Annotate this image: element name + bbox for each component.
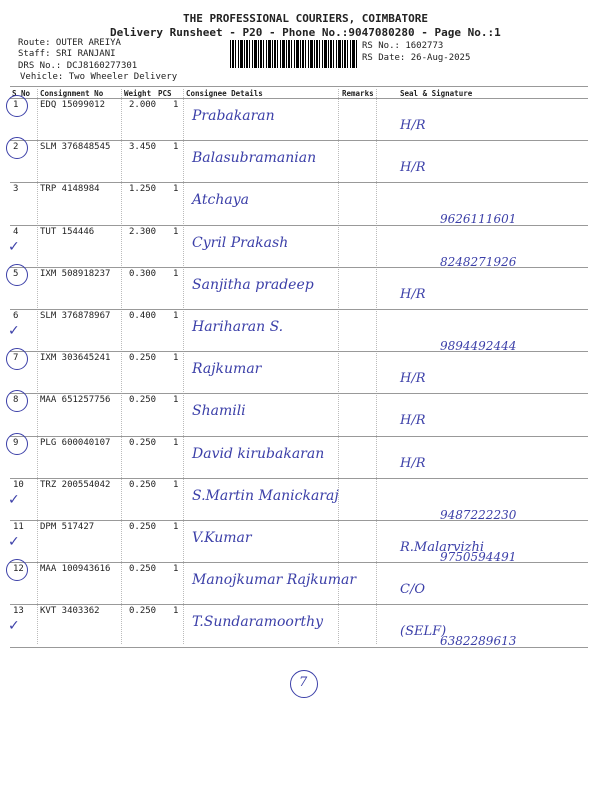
row-pcs: 1 [173,522,179,532]
row-pcs: 1 [173,353,179,364]
col-consignment: Consignment No [40,89,104,98]
row-weight: 0.250 [129,437,157,448]
row-pcs: 1 [173,479,179,490]
row-consignee: S.Martin Manickaraj [192,487,339,504]
row-signature: H/R [400,118,426,133]
row-consignee: Shamili [192,403,246,420]
row-pcs: 1 [173,142,179,153]
row-sno: 8 [13,395,19,406]
row-circle-mark [6,559,28,581]
row-tick-mark: ✓ [8,534,20,550]
row-consignment: TRP 4148984 [40,184,100,195]
row-circle-mark [6,433,28,455]
row-circle-mark [6,264,28,286]
col-signature: Seal & Signature [400,89,473,98]
row-consignment: IXM 508918237 [40,268,111,279]
row-circle-mark [6,137,28,159]
row-sno: 9 [13,437,19,448]
row-sno: 10 [13,479,24,490]
row-sno: 5 [13,268,19,279]
row-weight: 0.250 [129,606,157,617]
col-weight: Weight [124,89,152,98]
row-tick-mark: ✓ [8,323,20,339]
col-pcs: PCS [158,89,172,98]
row-sno: 4 [13,226,19,237]
row-consignment: SLM 376878967 [40,311,111,321]
row-consignee: David kirubakaran [192,445,325,462]
route-label: Route: OUTER AREIYA [18,38,121,48]
row-weight: 3.450 [129,142,157,153]
row-consignment: KVT 3403362 [40,606,100,617]
row-pcs: 1 [173,395,179,406]
row-weight: 0.250 [129,353,157,364]
row-signature: C/O [400,582,425,598]
row-sno: 6 [13,311,19,321]
row-consignee: Prabakaran [192,108,275,124]
row-signature: H/R [400,455,426,471]
drs-label: DRS No.: DCJ8160277301 [18,61,138,71]
rs-number: RS No.: 1602773 [362,41,444,51]
col-remarks: Remarks [342,89,374,98]
row-consignment: TUT 154446 [40,226,95,237]
row-consignment: MAA 100943616 [40,564,111,575]
row-consignee: Atchaya [192,192,249,209]
row-weight: 2.300 [129,226,157,237]
row-consignee: Hariharan S. [192,319,284,335]
row-sno: 7 [13,353,19,364]
row-weight: 2.000 [129,100,157,110]
row-consignee: V.Kumar [192,530,252,546]
vehicle-label: Vehicle: Two Wheeler Delivery [20,72,178,82]
row-signature: H/R [400,160,426,176]
row-pcs: 1 [173,606,179,617]
row-sno: 11 [13,522,24,532]
row-phone: 9894492444 [440,339,517,353]
row-consignment: PLG 600040107 [40,437,111,448]
row-consignment: TRZ 200554042 [40,479,111,490]
row-signature: H/R [400,413,426,429]
row-tick-mark: ✓ [8,238,20,255]
row-sno: 1 [13,100,19,110]
row-weight: 1.250 [129,184,157,195]
col-sno: S No [12,89,31,98]
company-title: THE PROFESSIONAL COURIERS, COIMBATORE [183,12,429,25]
row-tick-mark: ✓ [8,618,20,635]
row-weight: 0.400 [129,311,157,321]
row-consignment: DPM 517427 [40,522,95,532]
row-consignee: Sanjitha pradeep [192,276,314,293]
row-signature: H/R [400,286,426,302]
row-consignment: SLM 376848545 [40,142,111,153]
row-pcs: 1 [173,311,179,321]
row-weight: 0.250 [129,522,157,532]
row-consignment: IXM 303645241 [40,353,111,364]
row-sno: 12 [13,564,24,575]
row-phone: 6382289613 [440,634,517,649]
row-weight: 0.300 [129,268,157,279]
row-sno: 2 [13,142,19,153]
row-circle-mark [6,95,28,117]
staff-label: Staff: SRI RANJANI [18,49,116,59]
row-phone: 9626111601 [440,212,517,227]
col-consignee: Consignee Details [186,89,263,98]
row-consignment: EDQ 15099012 [40,100,106,110]
row-consignee: Manojkumar Rajkumar [192,572,357,589]
row-weight: 0.250 [129,479,157,490]
row-signature: R.Malarvizhi [400,540,484,555]
row-circle-mark [6,390,28,412]
row-phone: 8248271926 [440,254,517,269]
runsheet-title: Delivery Runsheet - P20 - Phone No.:9047080280 - Page No.:1 [110,26,501,39]
row-pcs: 1 [173,564,179,575]
barcode [230,40,358,68]
row-consignee: Rajkumar [192,361,262,378]
row-pcs: 1 [173,226,179,237]
row-circle-mark [6,348,28,370]
row-weight: 0.250 [129,395,157,406]
total-count: 7 [299,675,308,690]
row-phone: 9487222230 [440,507,517,522]
row-pcs: 1 [173,184,179,195]
row-phone: 9750594491 [440,550,517,564]
row-consignee: Cyril Prakash [192,234,289,251]
row-sno: 3 [13,184,19,195]
row-consignee: T.Sundaramoorthy [192,614,324,631]
rs-date: RS Date: 26-Aug-2025 [362,53,471,63]
row-pcs: 1 [173,100,179,110]
row-weight: 0.250 [129,564,157,575]
row-pcs: 1 [173,268,179,279]
row-signature: H/R [400,371,426,387]
row-signature: (SELF) [400,624,447,640]
row-consignment: MAA 651257756 [40,395,111,406]
row-consignee: Balasubramanian [192,150,317,167]
row-tick-mark: ✓ [8,491,20,508]
row-pcs: 1 [173,437,179,448]
row-sno: 13 [13,606,24,617]
